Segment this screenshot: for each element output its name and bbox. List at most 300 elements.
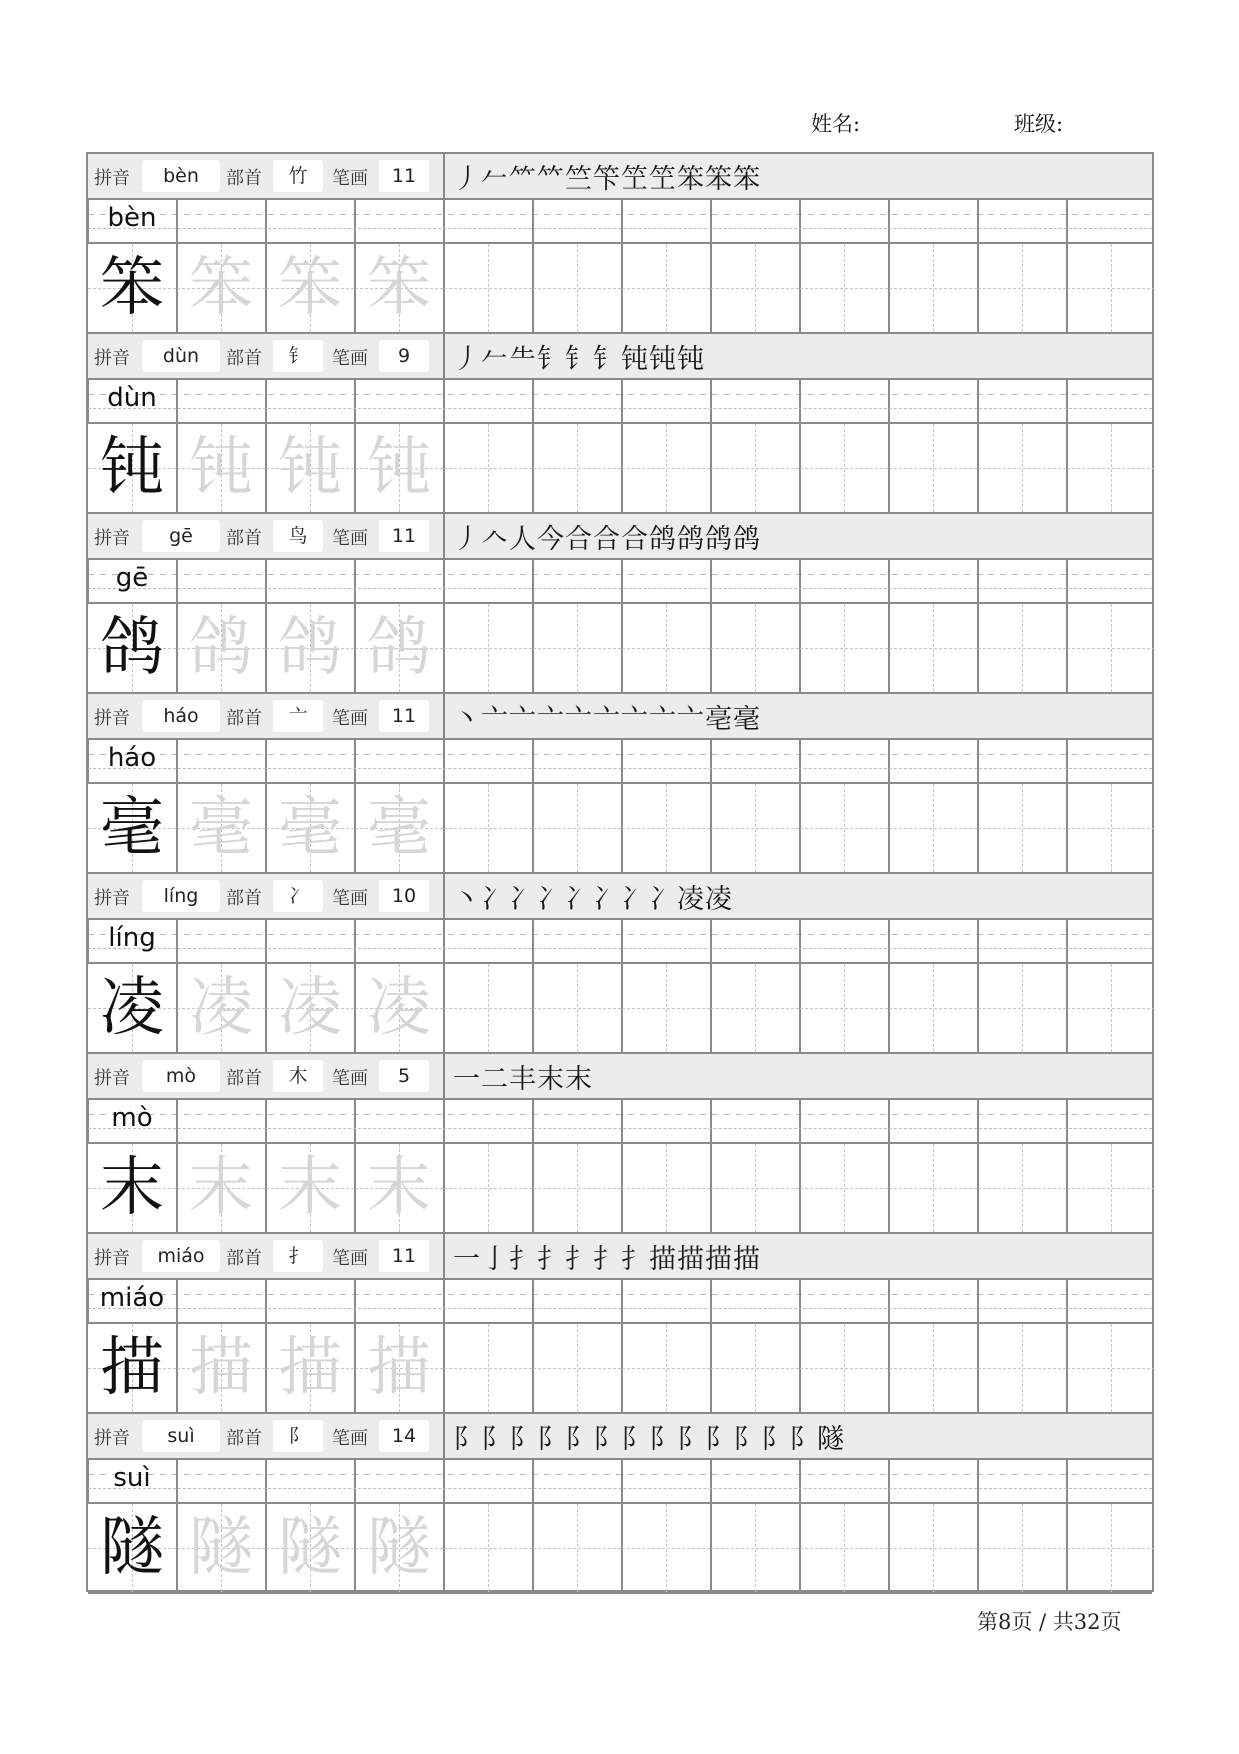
- blank-cell[interactable]: [622, 604, 712, 692]
- stroke-step: 隧: [817, 1424, 845, 1455]
- stroke-step: 阝: [789, 1424, 817, 1455]
- blank-cell[interactable]: [711, 424, 801, 512]
- stroke-count-value: 11: [379, 1240, 429, 1272]
- name-label: 姓名:: [811, 112, 861, 136]
- trace-character: 隧: [278, 1511, 342, 1585]
- stroke-count-value: 14: [379, 1420, 429, 1452]
- stroke-count-label: 笔画: [332, 1068, 368, 1089]
- blank-cell[interactable]: [1067, 1504, 1155, 1592]
- stroke-step: 阝: [565, 1424, 593, 1455]
- stroke-order: [453, 157, 761, 196]
- stroke-step: 凌: [677, 884, 705, 915]
- trace-cell: [266, 424, 356, 512]
- stroke-step: 阝: [593, 1424, 621, 1455]
- radical-value: 扌: [273, 1240, 323, 1272]
- stroke-step: 今: [537, 524, 565, 555]
- pinyin-value: dùn: [142, 340, 220, 372]
- character-entry: [88, 1414, 1152, 1594]
- blank-cell[interactable]: [444, 424, 534, 512]
- pinyin-value: mò: [142, 1060, 220, 1092]
- trace-cell: [355, 784, 445, 872]
- blank-cell[interactable]: [889, 964, 979, 1052]
- stroke-step: 亠: [593, 704, 621, 735]
- stroke-step: 末: [565, 1064, 593, 1095]
- trace-character: 描: [367, 1331, 431, 1405]
- stroke-step: 阝: [649, 1424, 677, 1455]
- pinyin-practice-row: [88, 1280, 1152, 1324]
- stroke-step: 扌: [509, 1244, 537, 1275]
- trace-character: 隧: [367, 1511, 431, 1585]
- stroke-step: 冫: [565, 884, 593, 915]
- blank-cell[interactable]: [622, 964, 712, 1052]
- blank-cell[interactable]: [711, 964, 801, 1052]
- blank-cell[interactable]: [978, 1144, 1068, 1232]
- stroke-step: 𠆢: [481, 524, 509, 555]
- model-character: 描: [100, 1331, 164, 1405]
- stroke-count-label: 笔画: [332, 168, 368, 189]
- trace-character: 隧: [189, 1511, 253, 1585]
- pinyin-practice-row: [88, 1100, 1152, 1144]
- radical-value: 木: [273, 1060, 323, 1092]
- model-character: 毫: [100, 791, 164, 865]
- stroke-step: 鸽: [733, 524, 761, 555]
- radical-label: 部首: [226, 1428, 262, 1449]
- pinyin-label: 拼音: [94, 1068, 130, 1089]
- stroke-step: 扌: [621, 1244, 649, 1275]
- trace-cell: [177, 244, 267, 332]
- radical-value: 钅: [273, 340, 323, 372]
- pinyin-practice-row: [88, 560, 1152, 604]
- stroke-step: 亠: [509, 704, 537, 735]
- blank-cell[interactable]: [711, 1144, 801, 1232]
- stroke-count-value: 9: [379, 340, 429, 372]
- blank-cell[interactable]: [800, 244, 890, 332]
- trace-cell: [266, 244, 356, 332]
- blank-cell[interactable]: [800, 604, 890, 692]
- stroke-step: 合: [593, 524, 621, 555]
- stroke-count-value: 5: [379, 1060, 429, 1092]
- blank-cell[interactable]: [711, 1504, 801, 1592]
- blank-cell[interactable]: [978, 1504, 1068, 1592]
- trace-cell: [177, 964, 267, 1052]
- stroke-step: 二: [481, 1064, 509, 1095]
- info-row: [88, 334, 1152, 380]
- trace-character: 末: [189, 1151, 253, 1225]
- pinyin-practice-row: [88, 380, 1152, 424]
- stroke-step: 𥫗: [537, 164, 565, 195]
- stroke-step: 扌: [593, 1244, 621, 1275]
- stroke-count-label: 笔画: [332, 888, 368, 909]
- stroke-step: 阝: [537, 1424, 565, 1455]
- model-cell: [88, 244, 178, 332]
- info-row: [88, 1414, 1152, 1460]
- character-practice-row: [88, 1324, 1152, 1414]
- blank-cell[interactable]: [889, 1504, 979, 1592]
- pinyin-model: dùn: [107, 383, 157, 413]
- stroke-step: 钝: [677, 344, 705, 375]
- blank-cell[interactable]: [889, 784, 979, 872]
- stroke-step: 阝: [481, 1424, 509, 1455]
- blank-cell[interactable]: [444, 604, 534, 692]
- stroke-step: 丿: [453, 164, 481, 195]
- info-row: [88, 694, 1152, 740]
- stroke-step: 阝: [705, 1424, 733, 1455]
- stroke-step: 凌: [705, 884, 733, 915]
- trace-character: 笨: [367, 251, 431, 325]
- blank-cell[interactable]: [622, 424, 712, 512]
- radical-value: 亠: [273, 700, 323, 732]
- stroke-step: 人: [509, 524, 537, 555]
- blank-cell[interactable]: [444, 784, 534, 872]
- stroke-step: 扌: [565, 1244, 593, 1275]
- stroke-step: 亠: [565, 704, 593, 735]
- blank-cell[interactable]: [622, 1144, 712, 1232]
- model-character: 钝: [100, 431, 164, 505]
- stroke-step: 冫: [649, 884, 677, 915]
- radical-label: 部首: [226, 708, 262, 729]
- trace-cell: [266, 784, 356, 872]
- stroke-step: 笇: [593, 164, 621, 195]
- stroke-step: 鸽: [677, 524, 705, 555]
- model-character: 末: [100, 1151, 164, 1225]
- pinyin-label: 拼音: [94, 708, 130, 729]
- trace-character: 凌: [367, 971, 431, 1045]
- blank-cell[interactable]: [444, 964, 534, 1052]
- pinyin-value: suì: [142, 1420, 220, 1452]
- stroke-step: 钝: [649, 344, 677, 375]
- pinyin-value: gē: [142, 520, 220, 552]
- stroke-step: 冫: [509, 884, 537, 915]
- trace-cell: [355, 604, 445, 692]
- trace-character: 毫: [367, 791, 431, 865]
- stroke-step: 冫: [537, 884, 565, 915]
- model-cell: [88, 424, 178, 512]
- blank-cell[interactable]: [800, 1144, 890, 1232]
- blank-cell[interactable]: [1067, 244, 1155, 332]
- stroke-order: [453, 337, 705, 376]
- trace-cell: [355, 964, 445, 1052]
- info-row: [88, 154, 1152, 200]
- stroke-step: 亠: [537, 704, 565, 735]
- blank-cell[interactable]: [978, 1324, 1068, 1412]
- stroke-step: 亠: [649, 704, 677, 735]
- trace-character: 笨: [278, 251, 342, 325]
- stroke-step: 𠂉: [481, 344, 509, 375]
- trace-character: 凌: [278, 971, 342, 1045]
- blank-cell[interactable]: [889, 424, 979, 512]
- pinyin-label: 拼音: [94, 1428, 130, 1449]
- pinyin-model: miáo: [99, 1283, 165, 1313]
- trace-cell: [177, 1504, 267, 1592]
- stroke-order: [453, 697, 761, 736]
- stroke-step: 末: [537, 1064, 565, 1095]
- stroke-step: 扌: [537, 1244, 565, 1275]
- blank-cell[interactable]: [711, 1324, 801, 1412]
- stroke-step: 阝: [761, 1424, 789, 1455]
- pinyin-practice-row: [88, 740, 1152, 784]
- class-label: 班级:: [1014, 112, 1064, 136]
- blank-cell[interactable]: [711, 784, 801, 872]
- stroke-count-value: 11: [379, 700, 429, 732]
- blank-cell[interactable]: [711, 244, 801, 332]
- stroke-step: 竺: [565, 164, 593, 195]
- stroke-order: [453, 1417, 845, 1456]
- radical-value: 冫: [273, 880, 323, 912]
- model-character: 鸽: [100, 611, 164, 685]
- character-entry: [88, 694, 1152, 874]
- stroke-step: 丿: [453, 344, 481, 375]
- blank-cell[interactable]: [978, 424, 1068, 512]
- stroke-order: [453, 517, 761, 556]
- stroke-step: 笁: [621, 164, 649, 195]
- stroke-count-value: 11: [379, 520, 429, 552]
- trace-character: 鸽: [367, 611, 431, 685]
- stroke-step: 一: [453, 1064, 481, 1095]
- stroke-step: 钝: [621, 344, 649, 375]
- trace-character: 凌: [189, 971, 253, 1045]
- trace-character: 末: [278, 1151, 342, 1225]
- trace-cell: [266, 1504, 356, 1592]
- character-practice-row: [88, 1504, 1152, 1594]
- stroke-step: 亠: [481, 704, 509, 735]
- stroke-step: 毫: [733, 704, 761, 735]
- stroke-step: 笁: [649, 164, 677, 195]
- info-row: [88, 514, 1152, 560]
- blank-cell[interactable]: [622, 244, 712, 332]
- blank-cell[interactable]: [1067, 424, 1155, 512]
- radical-value: 阝: [273, 1420, 323, 1452]
- trace-cell: [266, 604, 356, 692]
- pinyin-model: mò: [111, 1103, 153, 1133]
- info-row: [88, 874, 1152, 920]
- stroke-step: 冫: [481, 884, 509, 915]
- stroke-count-label: 笔画: [332, 348, 368, 369]
- blank-cell[interactable]: [444, 1324, 534, 1412]
- radical-label: 部首: [226, 348, 262, 369]
- blank-cell[interactable]: [533, 1324, 623, 1412]
- pinyin-label: 拼音: [94, 528, 130, 549]
- trace-character: 钝: [367, 431, 431, 505]
- radical-label: 部首: [226, 168, 262, 189]
- character-entry: [88, 1234, 1152, 1414]
- model-cell: [88, 1504, 178, 1592]
- trace-cell: [266, 1324, 356, 1412]
- blank-cell[interactable]: [1067, 964, 1155, 1052]
- blank-cell[interactable]: [533, 244, 623, 332]
- stroke-step: 阝: [621, 1424, 649, 1455]
- trace-cell: [177, 424, 267, 512]
- blank-cell[interactable]: [444, 244, 534, 332]
- radical-label: 部首: [226, 888, 262, 909]
- trace-character: 钝: [189, 431, 253, 505]
- blank-cell[interactable]: [978, 784, 1068, 872]
- trace-character: 笨: [189, 251, 253, 325]
- blank-cell[interactable]: [889, 1144, 979, 1232]
- blank-cell[interactable]: [533, 1144, 623, 1232]
- stroke-step: 亅: [481, 1244, 509, 1275]
- blank-cell[interactable]: [1067, 784, 1155, 872]
- info-row: [88, 1054, 1152, 1100]
- character-entry: [88, 1054, 1152, 1234]
- stroke-step: 丿: [453, 524, 481, 555]
- pinyin-model: suì: [113, 1463, 151, 1493]
- blank-cell[interactable]: [889, 604, 979, 692]
- blank-cell[interactable]: [533, 964, 623, 1052]
- character-entry: [88, 514, 1152, 694]
- trace-character: 末: [367, 1151, 431, 1225]
- blank-cell[interactable]: [533, 424, 623, 512]
- model-character: 凌: [100, 971, 164, 1045]
- blank-cell[interactable]: [800, 784, 890, 872]
- blank-cell[interactable]: [800, 1504, 890, 1592]
- radical-value: 竹: [273, 160, 323, 192]
- blank-cell[interactable]: [978, 604, 1068, 692]
- character-entry: [88, 874, 1152, 1054]
- stroke-order: [453, 877, 733, 916]
- trace-cell: [355, 1324, 445, 1412]
- model-cell: [88, 964, 178, 1052]
- stroke-step: 阝: [733, 1424, 761, 1455]
- blank-cell[interactable]: [1067, 1144, 1155, 1232]
- pinyin-model: háo: [107, 743, 157, 773]
- stroke-step: 阝: [453, 1424, 481, 1455]
- stroke-step: 鸽: [649, 524, 677, 555]
- pinyin-practice-row: [88, 200, 1152, 244]
- stroke-step: 笨: [705, 164, 733, 195]
- stroke-step: 冫: [593, 884, 621, 915]
- stroke-step: 一: [453, 1244, 481, 1275]
- stroke-step: 描: [705, 1244, 733, 1275]
- blank-cell[interactable]: [444, 1144, 534, 1232]
- stroke-count-label: 笔画: [332, 708, 368, 729]
- model-character: 笨: [100, 251, 164, 325]
- pinyin-value: miáo: [142, 1240, 220, 1272]
- stroke-step: 笨: [733, 164, 761, 195]
- stroke-step: 钅: [593, 344, 621, 375]
- stroke-count-label: 笔画: [332, 1248, 368, 1269]
- trace-cell: [355, 1504, 445, 1592]
- blank-cell[interactable]: [622, 1324, 712, 1412]
- stroke-order: [453, 1237, 761, 1276]
- trace-cell: [177, 1144, 267, 1232]
- radical-value: 鸟: [273, 520, 323, 552]
- blank-cell[interactable]: [533, 604, 623, 692]
- blank-cell[interactable]: [533, 784, 623, 872]
- character-entry: [88, 334, 1152, 514]
- radical-label: 部首: [226, 1068, 262, 1089]
- stroke-step: 亠: [677, 704, 705, 735]
- stroke-step: 阝: [677, 1424, 705, 1455]
- character-entry: [88, 154, 1152, 334]
- blank-cell[interactable]: [800, 964, 890, 1052]
- pinyin-model: líng: [108, 923, 156, 953]
- blank-cell[interactable]: [1067, 1324, 1155, 1412]
- stroke-count-value: 11: [379, 160, 429, 192]
- blank-cell[interactable]: [889, 1324, 979, 1412]
- stroke-step: 丶: [453, 884, 481, 915]
- pinyin-label: 拼音: [94, 888, 130, 909]
- page-number: 第8页 / 共32页: [977, 1610, 1122, 1634]
- stroke-step: 描: [677, 1244, 705, 1275]
- trace-character: 毫: [278, 791, 342, 865]
- trace-character: 钝: [278, 431, 342, 505]
- stroke-step: 亳: [705, 704, 733, 735]
- trace-cell: [177, 604, 267, 692]
- stroke-step: 丶: [453, 704, 481, 735]
- stroke-step: 描: [649, 1244, 677, 1275]
- stroke-step: ⺮: [509, 164, 537, 195]
- trace-cell: [177, 1324, 267, 1412]
- model-cell: [88, 604, 178, 692]
- trace-cell: [266, 964, 356, 1052]
- character-practice-row: [88, 964, 1152, 1054]
- stroke-order: [453, 1057, 593, 1096]
- model-cell: [88, 1144, 178, 1232]
- info-row: [88, 1234, 1152, 1280]
- stroke-step: 鸽: [705, 524, 733, 555]
- radical-label: 部首: [226, 528, 262, 549]
- pinyin-value: líng: [142, 880, 220, 912]
- stroke-count-value: 10: [379, 880, 429, 912]
- blank-cell[interactable]: [978, 964, 1068, 1052]
- trace-character: 毫: [189, 791, 253, 865]
- blank-cell[interactable]: [622, 784, 712, 872]
- stroke-step: 亠: [621, 704, 649, 735]
- pinyin-label: 拼音: [94, 1248, 130, 1269]
- model-cell: [88, 1324, 178, 1412]
- blank-cell[interactable]: [533, 1504, 623, 1592]
- stroke-step: 笨: [677, 164, 705, 195]
- stroke-step: 钅: [565, 344, 593, 375]
- blank-cell[interactable]: [800, 424, 890, 512]
- trace-character: 鸽: [278, 611, 342, 685]
- stroke-step: 合: [621, 524, 649, 555]
- trace-cell: [355, 244, 445, 332]
- blank-cell[interactable]: [711, 604, 801, 692]
- pinyin-value: bèn: [142, 160, 220, 192]
- trace-cell: [177, 784, 267, 872]
- pinyin-label: 拼音: [94, 348, 130, 369]
- pinyin-practice-row: [88, 920, 1152, 964]
- stroke-step: 冫: [621, 884, 649, 915]
- blank-cell[interactable]: [889, 244, 979, 332]
- model-cell: [88, 784, 178, 872]
- stroke-step: 合: [565, 524, 593, 555]
- character-practice-row: [88, 1144, 1152, 1234]
- blank-cell[interactable]: [978, 244, 1068, 332]
- stroke-step: 𠂉: [481, 164, 509, 195]
- trace-character: 描: [278, 1331, 342, 1405]
- character-practice-row: [88, 244, 1152, 334]
- pinyin-label: 拼音: [94, 168, 130, 189]
- pinyin-practice-row: [88, 1460, 1152, 1504]
- stroke-step: 钅: [537, 344, 565, 375]
- character-practice-row: [88, 424, 1152, 514]
- pinyin-model: gē: [115, 563, 149, 593]
- blank-cell[interactable]: [622, 1504, 712, 1592]
- blank-cell[interactable]: [444, 1504, 534, 1592]
- blank-cell[interactable]: [1067, 604, 1155, 692]
- model-character: 隧: [100, 1511, 164, 1585]
- trace-cell: [266, 1144, 356, 1232]
- stroke-count-label: 笔画: [332, 528, 368, 549]
- character-practice-row: [88, 784, 1152, 874]
- stroke-step: 丰: [509, 1064, 537, 1095]
- stroke-count-label: 笔画: [332, 1428, 368, 1449]
- blank-cell[interactable]: [800, 1324, 890, 1412]
- trace-cell: [355, 424, 445, 512]
- practice-grid: [86, 152, 1154, 1592]
